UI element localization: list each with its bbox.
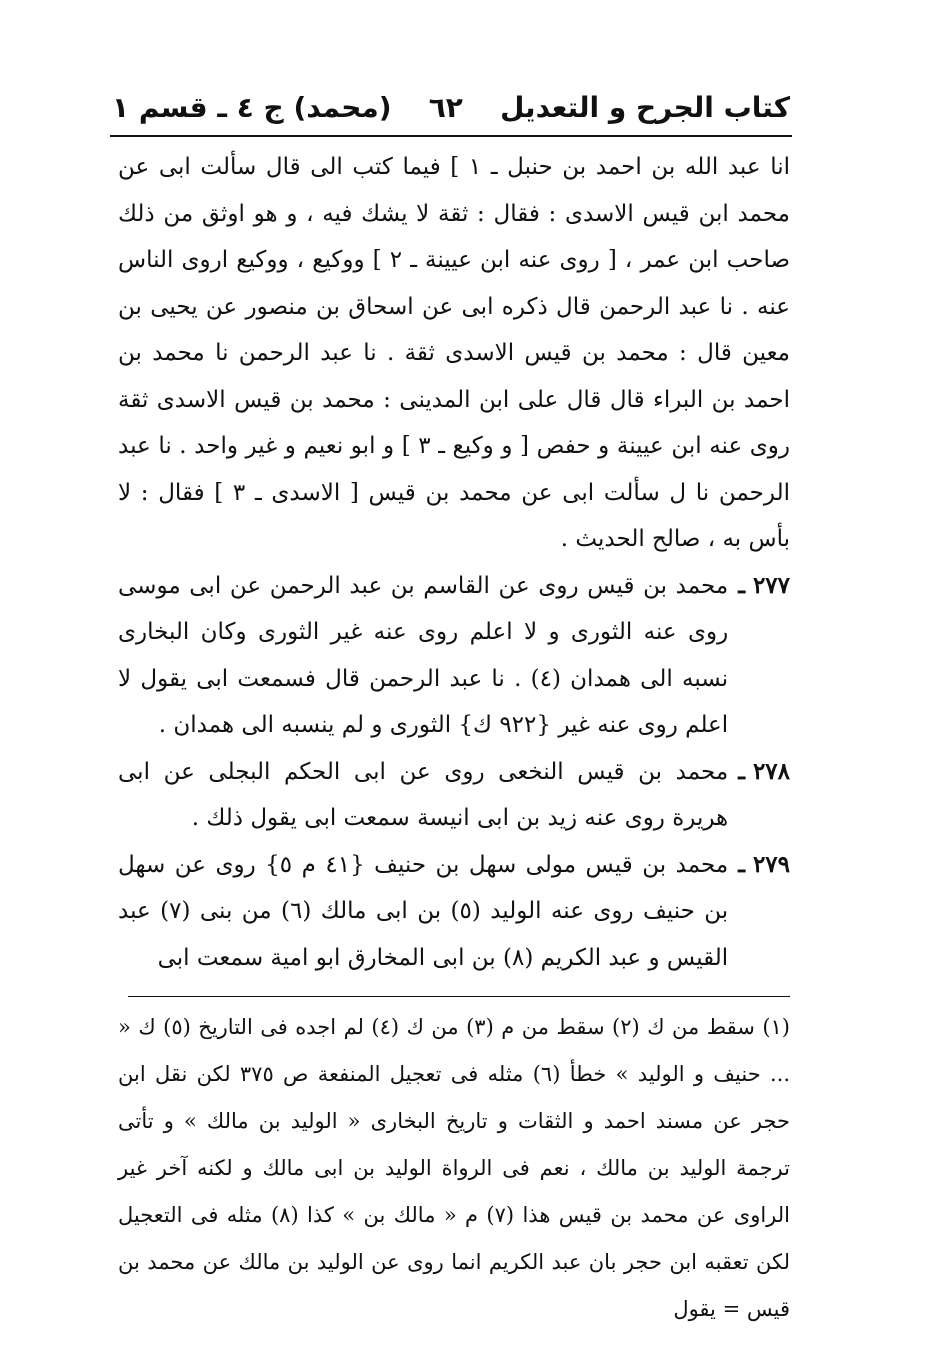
entry-number: ٢٧٩ ـ (738, 850, 790, 878)
main-text (118, 144, 790, 981)
entry-number: ٢٧٧ ـ (738, 571, 790, 599)
biography-entry-277 (118, 563, 790, 749)
entry-number: ٢٧٨ ـ (738, 757, 790, 785)
section-label: (محمد) ج ٤ ـ قسم ١ (112, 91, 392, 124)
entry-text: محمد بن قيس النخعى روى عن ابى الحكم البجلى عن ابى هريرة روى عنه زيد بن ابى انيسة سمعت ابى يقول ذلك . (118, 758, 729, 831)
intro-paragraph: انا عبد الله بن احمد بن حنبل ـ ١ ] فيما كتب الى قال سألت ابى عن محمد ابن قيس الاسدى : فقال : ثقة لا يشك فيه ، و هو اوثق من ذلك صاحب ابن عمر ، [ روى عنه ابن عيينة ـ ٢ ] ووكيع ، ووكيع اروى الناس عنه . نا عبد الرحمن قال ذكره ابى عن اسحاق بن منصور عن يحيى بن معين قال : محمد بن قيس الاسدى ثقة . نا عبد الرحمن نا محمد بن احمد بن البراء قال قال على ابن المدينى : محمد بن قيس الاسدى ثقة روى عنه ابن عيينة و حفص [ و وكيع ـ ٣ ] و ابو نعيم و غير واحد . نا عبد الرحمن نا ل سألت ابى عن محمد بن قيس [ الاسدى ـ ٣ ] فقال : لا بأس به ، صالح الحديث . (118, 154, 790, 552)
biography-entry-279 (118, 842, 790, 982)
book-title: كتاب الجرح و التعديل (500, 91, 790, 124)
entry-text: محمد بن قيس روى عن القاسم بن عبد الرحمن عن ابى موسى روى عنه الثورى و لا اعلم روى عنه غير الثورى وكان البخارى نسبه الى همدان (٤) . نا عبد الرحمن قال فسمعت ابى يقول لا اعلم روى عنه غير {٩٢٢ ك} الثورى و لم ينسبه الى همدان . (118, 572, 729, 738)
biography-entry-278 (118, 749, 790, 842)
footnotes-text: (١) سقط من ك (٢) سقط من م (٣) من ك (٤) لم اجده فى التاريخ (٥) ك « ... حنيف و الوليد » خطأ (٦) مثله فى تعجيل المنفعة ص ٣٧٥ لكن نقل ابن حجر عن مسند احمد و الثقات و تاريخ البخارى « الوليد بن مالك » و تأتى ترجمة الوليد بن مالك ، نعم فى الرواة الوليد بن ابى مالك و لكنه آخر غير الراوى عن محمد بن قيس هذا (٧) م « مالك بن » كذا (٨) مثله فى التعجيل لكن تعقبه ابن حجر بان عبد الكريم انما روى عن الوليد بن مالك عن محمد بن قيس = يقول (118, 1015, 791, 1321)
footnotes (118, 1004, 790, 1333)
footnote-rule (128, 996, 790, 997)
entry-text: محمد بن قيس مولى سهل بن حنيف {٤١ م ٥} روى عن سهل بن حنيف روى عنه الوليد (٥) بن ابى مالك (٦) من بنى (٧) عبد القيس و عبد الكريم (٨) بن ابى المخارق ابو امية سمعت ابى (118, 851, 729, 971)
header-rule (110, 135, 792, 137)
page-header (112, 80, 790, 124)
page-number: ٦٢ (428, 91, 463, 124)
